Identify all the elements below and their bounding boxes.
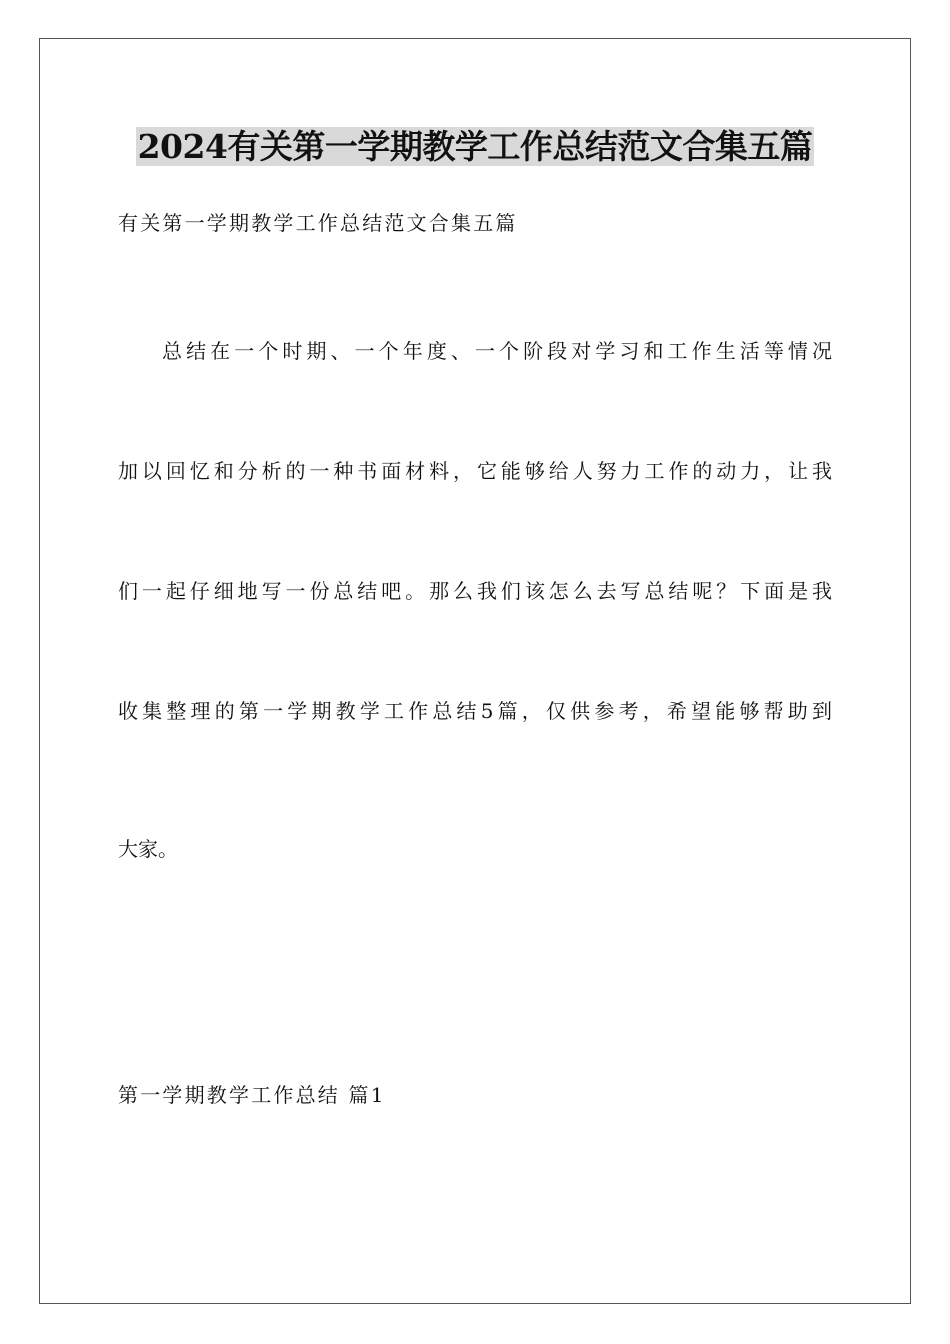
intro-paragraph-line: 加以回忆和分析的一种书面材料，它能够给人努力工作的动力，让我 [118,459,832,483]
document-title-text: 2024有关第一学期教学工作总结范文合集五篇 [137,127,813,166]
document-subtitle: 有关第一学期教学工作总结范文合集五篇 [118,211,518,235]
intro-paragraph-line: 们一起仔细地写一份总结吧。那么我们该怎么去写总结呢？下面是我 [118,579,832,603]
intro-paragraph-line: 收集整理的第一学期教学工作总结5篇，仅供参考，希望能够帮助到 [118,699,832,723]
intro-paragraph-line: 总结在一个时期、一个年度、一个阶段对学习和工作生活等情况 [162,339,832,363]
intro-paragraph-line: 大家。 [118,837,178,861]
document-title [0,124,950,170]
section-heading: 第一学期教学工作总结 篇1 [118,1083,386,1107]
